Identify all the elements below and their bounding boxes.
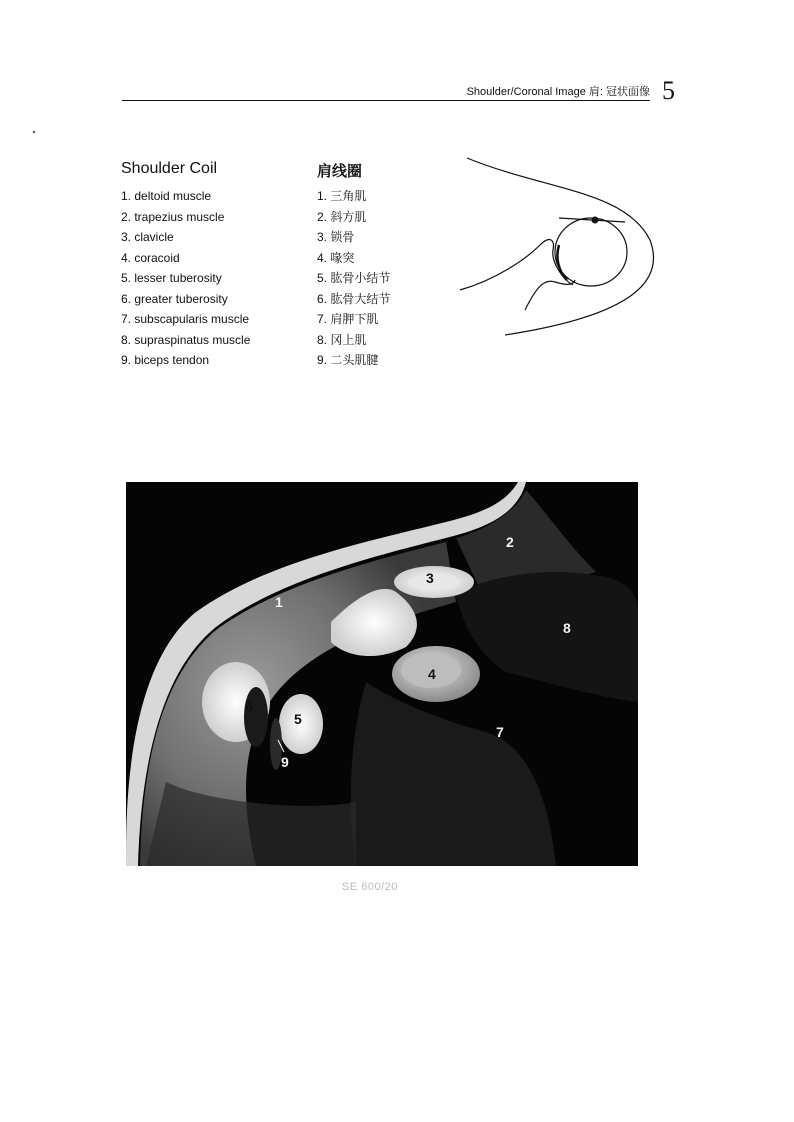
legend-item: 7. 肩胛下肌 [317, 312, 379, 326]
legend-item: 3. 锁骨 [317, 230, 355, 244]
legend-item: 8. 冈上肌 [317, 332, 367, 347]
diagram-marker [592, 217, 599, 224]
diagram-skin-outline [467, 158, 654, 335]
legend-item: 2. 斜方肌 [317, 209, 367, 224]
mri-label-coracoid: 4 [428, 666, 436, 682]
mri-label-biceps-tendon: 9 [281, 754, 289, 770]
legend-item: 7. subscapularis muscle [121, 312, 250, 326]
mri-scan-graphic [126, 482, 638, 866]
mri-image [126, 482, 638, 866]
mri-label-lesser-tuberosity: 5 [294, 711, 302, 727]
legend-item: 6. greater tuberosity [121, 291, 228, 306]
legend-item: 4. 喙突 [317, 250, 355, 265]
mri-sequence-caption: SE 600/20 [342, 881, 398, 893]
mri-greater-tuberosity-dark [244, 687, 268, 747]
diagram-glenoid [557, 245, 567, 280]
legend-title-zh: 肩线圈 [317, 163, 363, 180]
legend-item: 8. supraspinatus muscle [121, 332, 251, 347]
legend-item: 2. trapezius muscle [121, 209, 225, 224]
legend-item: 6. 肱骨大结节 [317, 291, 391, 306]
stray-mark [33, 131, 35, 133]
legend-item: 5. lesser tuberosity [121, 271, 222, 285]
legend-title-en: Shoulder Coil [121, 160, 218, 177]
legend-item: 9. biceps tendon [121, 353, 210, 367]
shoulder-coronal-diagram [455, 150, 665, 350]
running-header: Shoulder/Coronal Image 肩: 冠状面像 [466, 86, 650, 98]
mri-label-subscapularis: 7 [496, 724, 504, 740]
legend-item: 1. 三角肌 [317, 189, 367, 203]
mri-label-clavicle: 3 [426, 570, 434, 586]
legend-item: 3. clavicle [121, 230, 174, 244]
legend-list-en [121, 186, 301, 371]
mri-label-deltoid: 1 [275, 594, 283, 610]
legend-item: 4. coracoid [121, 250, 180, 265]
legend-list-zh [317, 186, 437, 371]
legend-item: 9. 二头肌腱 [317, 353, 379, 367]
page-number: 5 [662, 76, 675, 105]
diagram-humeral-head [555, 218, 627, 286]
mri-label-trapezius: 2 [506, 534, 514, 550]
mri-label-supraspinatus: 8 [563, 620, 571, 636]
header-rule [122, 100, 650, 101]
diagram-coracoid [525, 280, 575, 310]
mri-clavicle-core [408, 574, 460, 590]
legend-item: 1. deltoid muscle [121, 189, 212, 203]
mri-label-greater-tuberosity: 6 [245, 698, 253, 714]
legend-item: 5. 肱骨小结节 [317, 271, 391, 285]
